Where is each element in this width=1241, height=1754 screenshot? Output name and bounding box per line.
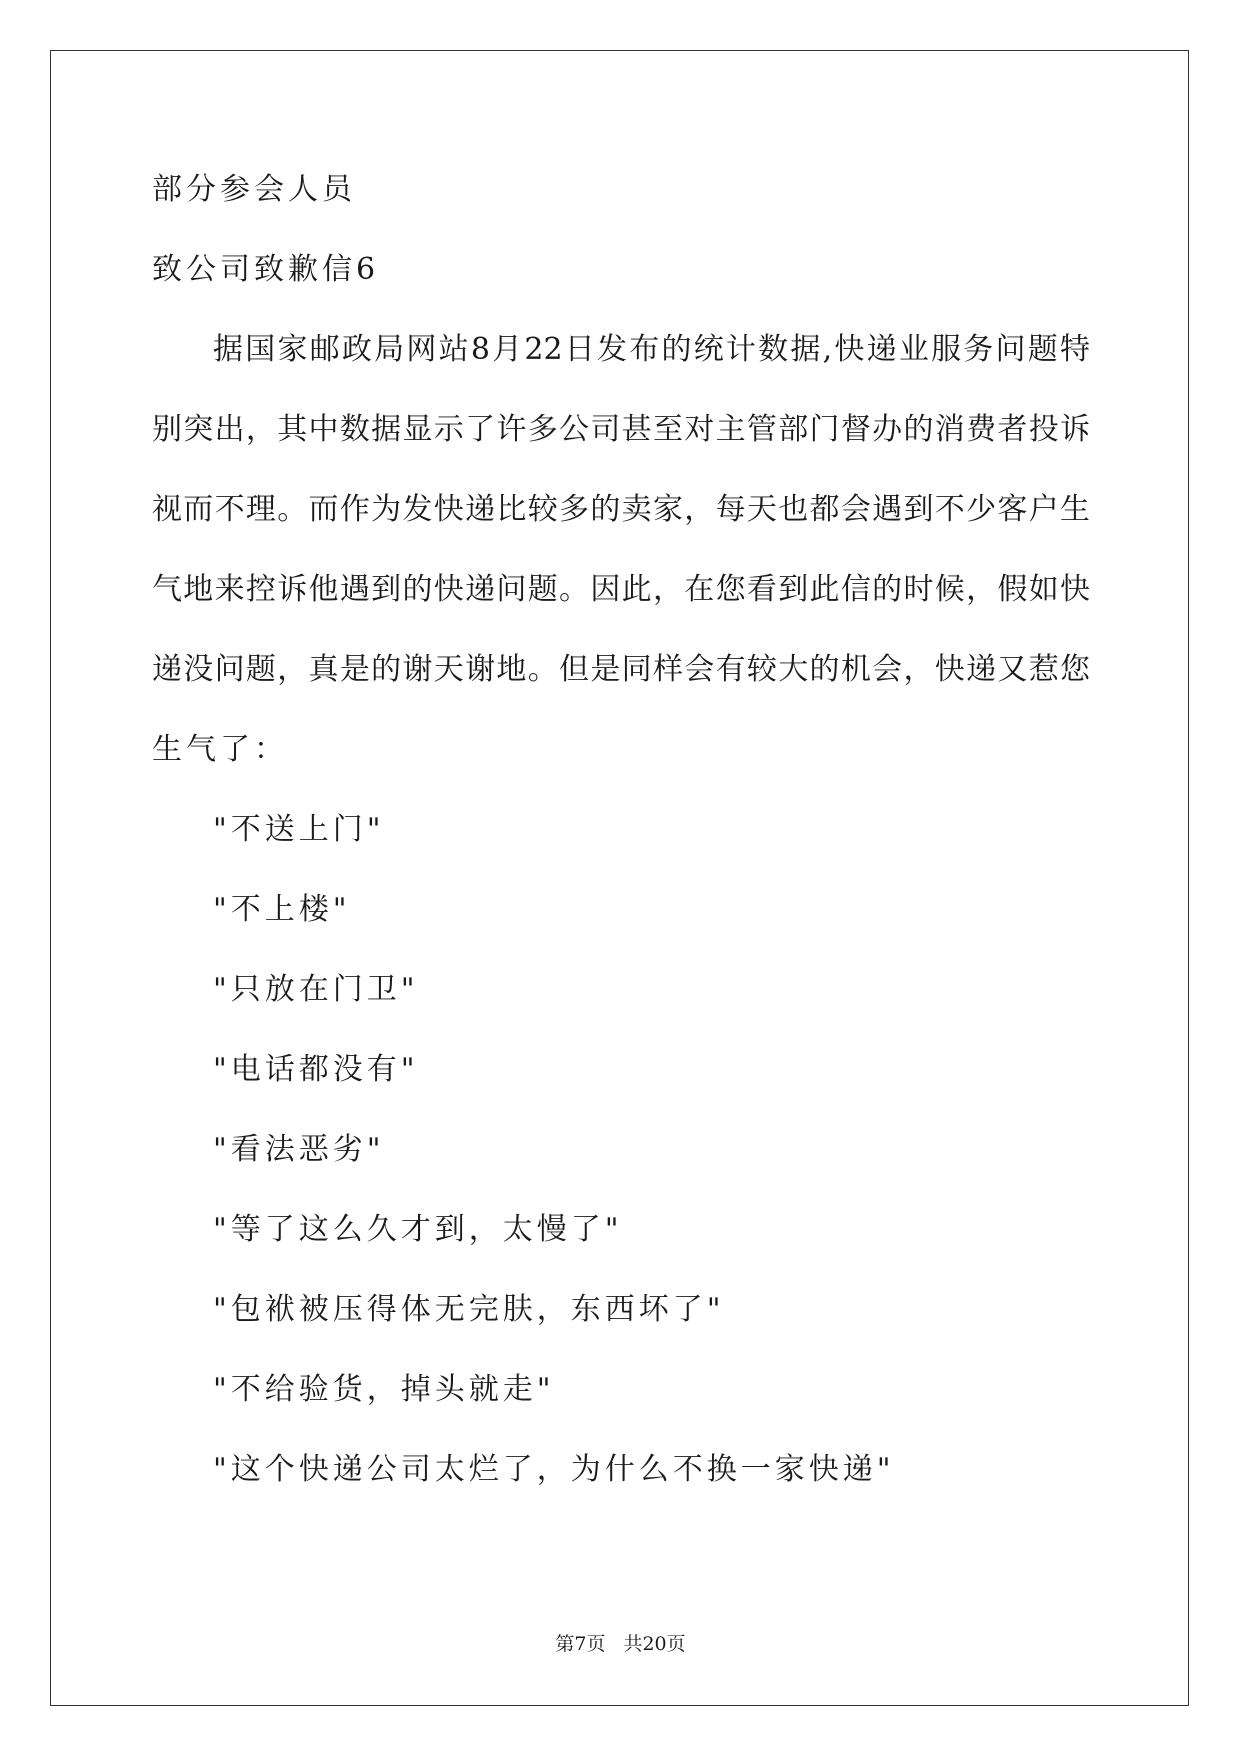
paragraph-line: 别突出，其中数据显示了许多公司甚至对主管部门督办的消费者投诉 [152,412,1090,447]
paragraph-line: 视而不理。而作为发快递比较多的卖家，每天也都会遇到不少客户生 [152,492,1090,527]
complaint-quote: "不送上门" [213,812,385,847]
paragraph-line: 递没问题，真是的谢天谢地。但是同样会有较大的机会，快递又惹您 [152,652,1090,687]
paragraph-line: 气地来控诉他遇到的快递问题。因此，在您看到此信的时候，假如快 [152,572,1090,607]
complaint-quote: "看法恶劣" [213,1132,385,1167]
complaint-quote: "电话都没有" [213,1052,419,1087]
paragraph-line: 生气了： [152,732,288,767]
complaint-quote: "不给验货，掉头就走" [213,1372,555,1407]
complaint-quote: "只放在门卫" [213,972,419,1007]
complaint-quote: "等了这么久才到，太慢了" [213,1212,623,1247]
complaint-quote: "这个快递公司太烂了，为什么不换一家快递" [213,1452,895,1487]
page-total: 共20页 [623,1633,686,1655]
heading-apology-letter: 致公司致歉信6 [152,252,380,287]
complaint-quote: "包袱被压得体无完肤，东西坏了" [213,1292,725,1327]
complaint-quote: "不上楼" [213,892,351,927]
page-number: 第7页 [555,1633,606,1655]
page-footer [0,1632,1241,1656]
paragraph-line: 据国家邮政局网站8月22日发布的统计数据,快递业服务问题特 [213,332,1090,367]
heading-attendees: 部分参会人员 [152,172,356,207]
